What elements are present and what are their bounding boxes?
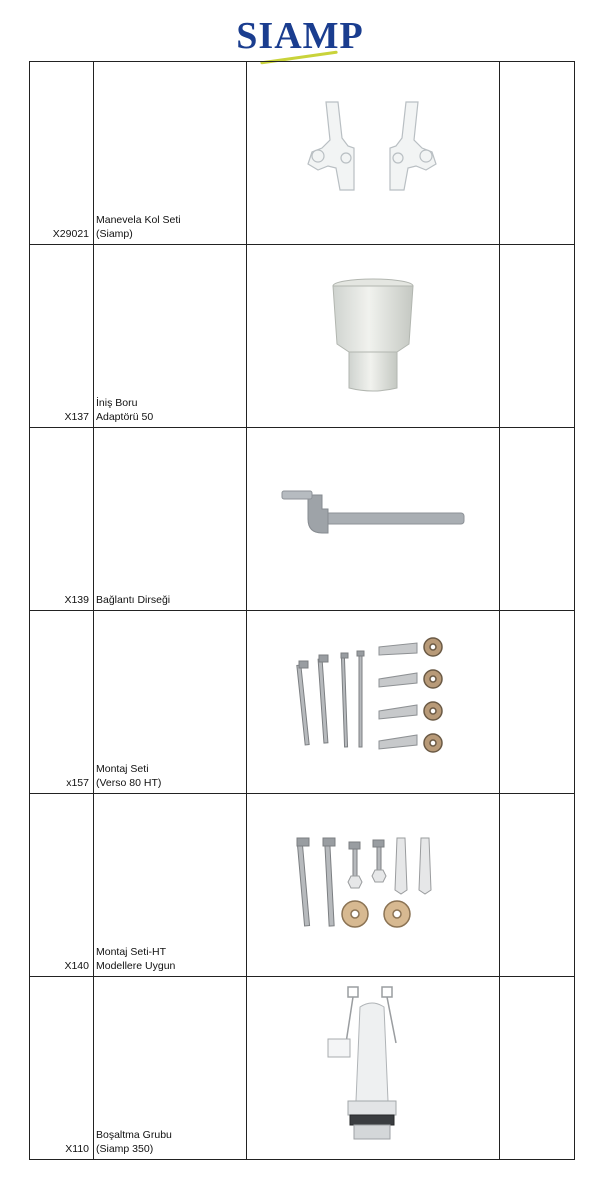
description-line-2: (Verso 80 HT) [96,776,162,789]
description-line-2: Adaptörü 50 [96,410,154,423]
table-row [30,245,575,428]
description-line-1: Bağlantı Dirseği [96,593,171,606]
description-line-1: Boşaltma Grubu [96,1128,172,1141]
description-cell [94,794,247,977]
empty-cell [500,977,575,1160]
description-line-2: (Siamp 350) [96,1142,154,1155]
table-row [30,428,575,611]
image-cell [247,794,500,977]
pipe-adapter-image [323,276,423,396]
description-line-1: Montaj Seti [96,762,149,775]
product-description [94,593,246,610]
product-code: X140 [64,959,89,972]
image-cell [247,62,500,245]
empty-cell [500,794,575,977]
empty-cell [500,611,575,794]
empty-cell [500,62,575,245]
brand-logo [0,14,600,58]
table-row [30,62,575,245]
brand-name: SIAMP [236,15,364,57]
table-row [30,794,575,977]
product-description [94,945,246,976]
description-line-2: Modellere Uygun [96,959,176,972]
code-cell [30,977,94,1160]
code-cell [30,611,94,794]
description-cell [94,611,247,794]
description-line-2: (Siamp) [96,227,133,240]
code-cell [30,62,94,245]
description-line-1: İniş Boru [96,396,138,409]
image-cell [247,245,500,428]
description-line-1: Manevela Kol Seti [96,213,181,226]
product-description [94,396,246,427]
description-line-1: Montaj Seti-HT [96,945,167,958]
code-cell [30,428,94,611]
mounting-set-ht-image [293,830,453,940]
brand-logo-text [236,17,363,55]
product-description [94,1128,246,1159]
hinge-clip-set-image [288,98,458,208]
product-description [94,213,246,244]
table-row [30,611,575,794]
code-cell [30,794,94,977]
description-cell [94,428,247,611]
image-cell [247,611,500,794]
flush-valve-image [318,983,428,1153]
image-cell [247,977,500,1160]
description-cell [94,62,247,245]
table-row [30,977,575,1160]
product-code: x157 [66,776,89,789]
code-cell [30,245,94,428]
product-table [29,61,575,1160]
product-code: X29021 [52,227,89,240]
image-cell [247,428,500,611]
product-description [94,762,246,793]
empty-cell [500,428,575,611]
mounting-screw-set-image [293,637,453,767]
description-cell [94,245,247,428]
product-code: X137 [64,410,89,423]
description-cell [94,977,247,1160]
empty-cell [500,245,575,428]
connection-elbow-image [278,489,468,549]
product-code: X110 [65,1142,89,1155]
product-code: X139 [64,593,89,606]
